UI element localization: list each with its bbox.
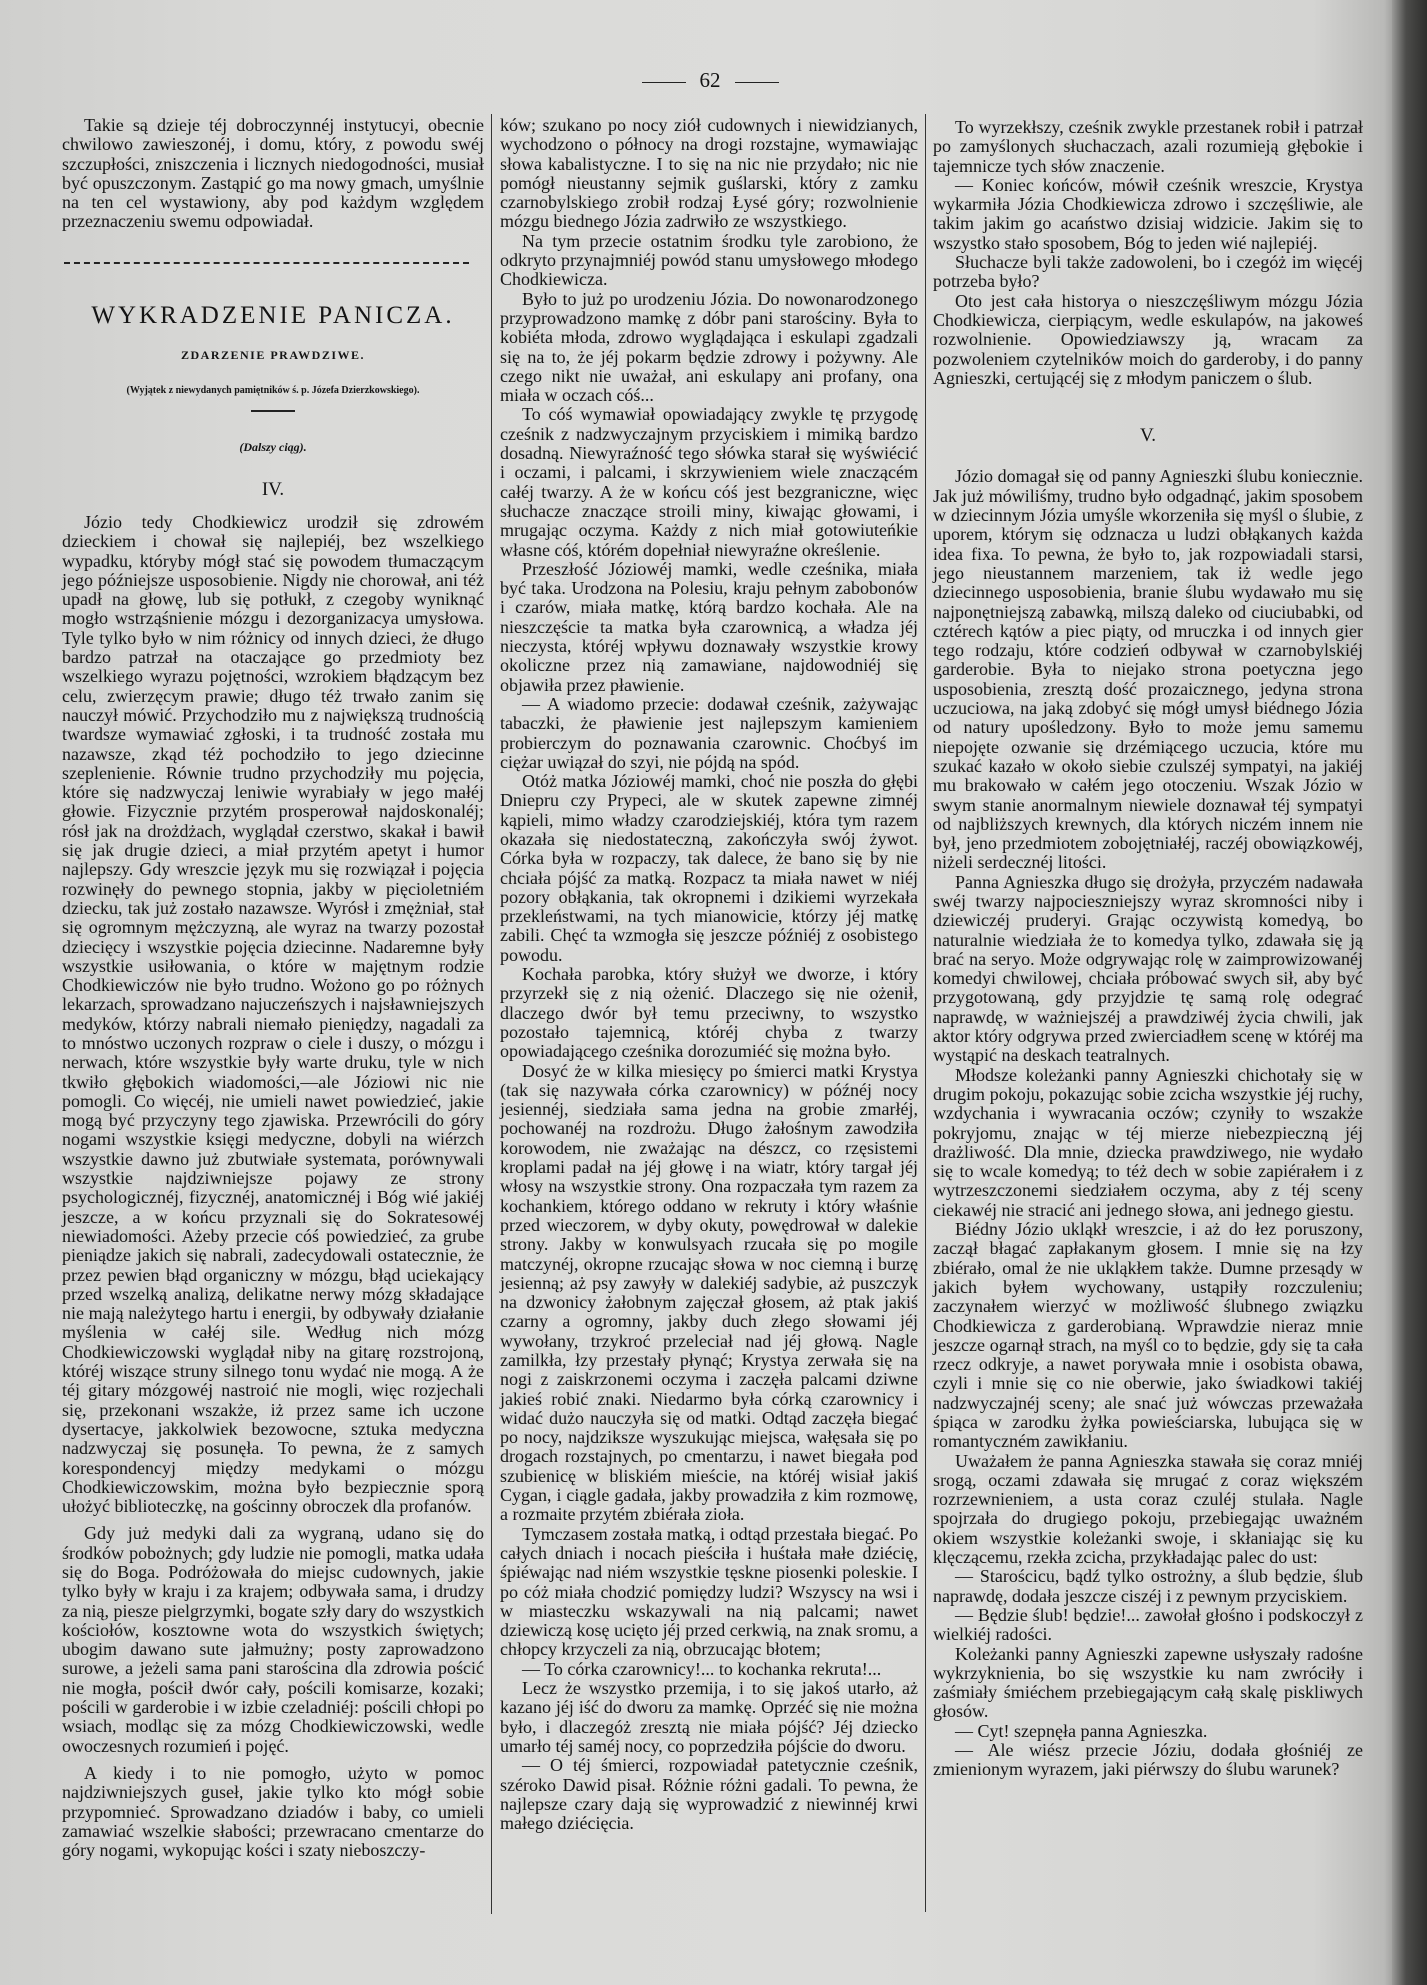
paragraph: Otóż matka Józiowéj mamki, choć nie poszła do głębi Dniepru czy Prypeci, ale w skutek zapewne zimnéj kąpieli, mimo władzy czarodziejskiéj, która tym razem okazała się niedostateczną, zakończyła swój żywot. Córka była w rozpaczy, tak dalece, że bano się by nie chciała pójść za matką. Rozpacz ta miała nawet w niéj pozory obłąkania, tak okropnemi i dzikiemi wyrzekała przekleństwami, na tych mianowicie, którzy jéj matkę zabili. Chęć ta wzmogła się jeszcze późniéj z osobistego powodu. [500,771,918,965]
article-subtitle: ZDARZENIE PRAWDZIWE. [180,347,366,362]
paragraph: Było to już po urodzeniu Józia. Do nowonarodzonego przyprowadzono mamkę z dóbr pani starościny. Była to kobiéta młoda, zdrowo wyglądająca i eskulapi zgadzali się na to, że jéj pokarm będzie zdrowy i pożywny. Ale czego nikt nie uważał, ani eskulapy ani profany, ona miała w oczach cóś... [500,288,918,406]
paragraph: Panna Agnieszka długo się drożyła, przyczém nadawała swéj twarzy najpocieszniejszy wyraz skromności niby i dziewiczéj pruderyi. Grając oczywistą komedyą, bo naturalnie wiedziała że to komedya tylko, zdawała się ją brać na seryo. Może odgrywając rolę w zaimprowizowanéj komedyi chwilowej, chciała próbować swych sił, aby być przygotowaną, gdy przyjdzie tę samą rolę odegrać naprawdę, w ważniejszéj a prawdziwéj życia chwili, jak aktor który odgrywa przed zwierciadłem scenę w któréj ma wystąpić na deskach teatralnych. [933,871,1363,1066]
paragraph: To cóś wymawiał opowiadający zwykle tę przygodę cześnik z nadzwyczajnym przyciskiem i mimiką bardzo dosadną. Niewyraźność tego słówka starał się wyświécić i oczami, i palcami, i skrzywieniem wiele znaczącém całéj twarzy. A że w końcu cóś jest bezgraniczne, więc słuchacze znaczące stroili miny, kiwając głowami, i mrugając oczyma. Każdy z nich miał gotowiuteńkie własne cóś, którém dopełniał niewyraźne określenie. [500,404,918,560]
intro-paragraph: Takie są dzieje téj dobroczynnéj instytucyi, obecnie chwilowo zawieszonéj, i domu, który, z powodu swéj szczupłości, zniszczenia i licznych niedogodności, musiał być opuszczonym. Zastąpić go ma nowy gmach, umyślnie na ten cel wystawiony, aby pod każdym względem przeznaczeniu swemu odpowiadał. [62,115,484,232]
paragraph: Józio domagał się od panny Agnieszki ślubu koniecznie. Jak już mówiliśmy, trudno było odgadnąć, jakim sposobem w dziecinnym Józia umyśle wkorzeniła się myśl o ślubie, z uporem, którym się odznacza u ludzi obłąkanych każda idea fixa. To pewna, że było to, jak rozpowiadali starsi, jego nieustannem marzeniem, tak iż wedle jego dziecinnego usposobienia, branie ślubu wydawało mu się najponętniejszą zabawką, milszą daleko od ciuciubabki, od cztérech kątów a piec piąty, od mruczka i od innych gier tego rodzaju, które codzień odbywał w czarnobylskiéj garderobie. Była to niejako strona poetyczna jego usposobienia, zresztą dość prozaicznego, jedyna strona uczuciowa, na jaką zdobyć się mógł umysł biédnego Józia od natury upośledzony. Było to może jemu samemu niepojęte ozwanie się drzémiącego uczucia, które mu szukać kazało w około siebie czulszéj sympatyi, na jakiéj mu brakowało w całém jego otoczeniu. Wszak Józio w swym stanie anormalnym niewiele doznawał téj sympatyi od najbliższych krewnych, dla których niczém innem nie był, jeno przedmiotem zobojętniałéj, raczéj obowiązkowéj, niżeli serdecznéj litości. [933,466,1363,873]
paragraph: Józio tedy Chodkiewicz urodził się zdrowém dzieckiem i chował się najlepiéj, bez wszelkiego wypadku, któryby mógł stać się powodem tłumaczącym jego późniejsze usposobienie. Nigdy nie chorował, ani téż upadł na głowę, lub się potłukł, z czegoby wyniknąć mogło wstrząśnienie mózgu i dezorganizacya umysłowa. Tyle tylko było w nim różnicy od innych dzieci, że długo bardzo patrzał na otaczające go przedmioty bez wszelkiego wyrazu pojętności, wzrokiem błądzącym bez celu, zwierzęcym prawie; długo téż trwało zanim się nauczył mówić. Przychodziło mu z największą trudnością twardsze wymawiać zgłoski, i ta trudność została mu nazawsze, zkąd téż pochodziło to jego dziecinne szeplenienie. Równie trudno przychodziły mu pojęcia, które się nadzwyczaj leniwie wyrabiały w jego małéj głowie. Fizycznie przytém prosperował najdoskonaléj; rósł jak na drożdżach, wyglądał czerstwo, skakał i bawił się jak drugie dzieci, a miał przytém apetyt i humor najlepszy. Gdy wreszcie język mu się rozwiązał i pojęcia rozwinęły do pewnego stopnia, jakby w pięcioletniém dziecku, tak już zostało nazawsze. Wyrósł i zmężniał, stał się ogromnym mężczyzną, ale wyraz na twarzy pozostał dziecięcy i wszystkie pojęcia dziecinne. Nadaremne były wszystkie usiłowania, o które w majętnym rodzie Chodkiewiczów nie było trudno. Wożono go po różnych lekarzach, sprowadzano najuczeńszych i najsławniejszych medyków, którzy nabrali niemało pieniędzy, nagadali za to mnóstwo uczonych rozpraw o ciele i duszy, o mózgu i nerwach, które wszystkie były warte druku, tyle w nich tkwiło głębokich wiadomości,—ale Józiowi nic nie pomogli. Co więcéj, nie umieli nawet powiedzieć, jakie mogą być przyczyny tego zjawiska. Przewrócili do góry nogami wszystkie księgi medyczne, dobyli na wiérzch wszystkie dawno już zbutwiałe systemata, porównywali wszystkie najdziwniejsze pojawy ze strony psychologicznéj, fizycznéj, anatomicznéj i Bóg wié jakiéj jeszcze, a w końcu przyznali się do Sokratesowéj niewiadomości. Ażeby przecie cóś powiedzieć, za grube pieniądze jakich się nabrali, zadecydowali ostatecznie, że przez pewien błąd organiczny w mózgu, błąd uciekający przed wszelką analizą, delikatne nerwy mózg składające nie mają należytego hartu i energii, by odbywały działanie myślenia w całéj sile. Według nich mózg Chodkiewiczowski wyglądał niby na gitarę rozstrojoną, któréj wiszące struny silnego tonu wydać nie mogą. A że téj gitary mózgowéj nastroić nie mogli, więc rozjechali się, przekonani wszakże, iż przez same ich uczone dysertacye, jakkolwiek bezowocne, sztuka medyczna nadzwyczaj się posunęła. To pewna, że z samych korespondencyj między medykami o mózgu Chodkiewiczowskim, można było bezpiecznie sporą ułożyć biblioteczkę, na gościnny obroczek dla profanów. [62,511,484,1517]
paragraph: — Ale wiész przecie Józiu, dodała głośniéj ze zmienionym wyrazem, jaki piérwszy do ślubu warunek? [933,1740,1363,1780]
short-divider [251,410,295,412]
paragraph: A kiedy i to nie pomogło, użyto w pomoc najdziwniejszych guseł, jakie tylko kto mógł sobie przypomnieć. Sprowadzano dziadów i baby, co umieli zamawiać wszelkie słabości; przewracano cmentarze do góry nogami, wykopując kości i szaty nieboszczy- [62,1762,484,1861]
page-number [610,68,810,93]
column-right [933,118,1363,1780]
paragraph: Lecz że wszystko przemija, i to się jakoś utarło, aż kazano jéj iść do dworu za mamkę. Oprzéć się nie można było, i dlaczegóż zresztą nie miała pójść? Jéj dziecko umarło téj saméj nocy, co poprzedziła pójście do dworu. [500,1678,918,1756]
paragraph: — O téj śmierci, rozpowiadał patetycznie cześnik, széroko Dawid pisał. Różnie różni gadali. To pewna, że najlepsze czary dają się wyprowadzić z niewinnéj krwi małego dziécięcia. [500,1755,918,1834]
paragraph: Tymczasem została matką, i odtąd przestała biegać. Po całych dniach i nocach pieściła i huśtała małe dziécię, śpiéwając nad niém wszystkie tęskne piosenki poleskie. I po cóż miała chodzić pomiędzy ludzi? Wszyscy na wsi i w miasteczku wskazywali na nią palcami; nawet dziewiczą kosę ucięto jéj przed cerkwią, na znak sromu, a chłopcy krzyczeli za nią, obrzucając błotem; [500,1523,918,1660]
continued-note: (Dalszy ciąg). [239,440,307,455]
chapter-heading-v: V. [1139,425,1157,447]
page-number-dash-left [642,82,686,83]
paragraph: Gdy już medyki dali za wygraną, udano się do środków pobożnych; gdy ludzie nie pomogli, matka udała się do Boga. Podróżowała do miejsc cudownych, jakie tylko były w kraju i za krajem; odbywała sama, i drudzy za nią, piesze pielgrzymki, bogate szły dary do wszystkich kościołów, kosztowne wota do wszystkich świętych; ubogim dawano sute jałmużny; posty zaprowadzono surowe, a jeżeli sama pani starościna dla zdrowia pościć nie mogła, pościł dwór cały, pościli komisarze, kozaki; pościli w garderobie i w izbie czeladniéj: pościli chłopi po wsiach, modląc się za mózg Chodkiewiczowski, wedle owoczesnych rozumień i pojęć. [62,1523,484,1756]
paragraph: To wyrzekłszy, cześnik zwykle przestanek robił i patrzał po zamyślonych słuchaczach, azali rozumieją głębokie i tajemnicze tych słów znaczenie. [933,117,1363,176]
section-divider [64,262,469,264]
paragraph: — A wiadomo przecie: dodawał cześnik, zażywając tabaczki, że pławienie jest najlepszym kamieniem probierczym do poznawania czarownic. Choćbyś im ciężar uwiązał do szyi, nie pójdą na spód. [500,693,918,772]
page-number-dash-right [735,82,779,83]
chapter-heading-iv: IV. [261,478,285,500]
paragraph: — Będzie ślub! będzie!... zawołał głośno i podskoczył z wielkiéj radości. [933,1604,1363,1645]
paragraph: — Cyt! szepnęła panna Agnieszka. [955,1720,1208,1741]
paragraph: Oto jest cała historya o nieszczęśliwym mózgu Józia Chodkiewicza, cierpiącym, wedle eskulapów, na jakoweś rozwolnienie. Opowiedziawszy ją, wracam za pozwoleniem czytelników moich do garderoby, i do panny Agnieszki, certującéj się z młodym paniczem o ślub. [933,290,1363,388]
paragraph: Uważałem że panna Agnieszka stawała się coraz mniéj srogą, oczami zdawała się mrugać z coraz większém rozrzewnieniem, a usta coraz czuléj stulała. Nagle spojrzała do drugiego pokoju, przebiegając uważném okiem wszystkie koleżanki swoje, i skłaniając się ku klęczącemu, rzekła zcicha, przykładając palec do ust: [933,1450,1363,1568]
page-number-text: 62 [699,68,721,92]
column-rule-right [925,114,926,1912]
article-source-note: (Wyjątek z niewydanych pamiętników ś. p. Józefa Dzierzkowskiego). [126,385,420,397]
paragraph: — Starościcu, bądź tylko ostrożny, a ślub będzie, ślub naprawdę, dodała jeszcze ciszéj i z pewnym przyciskiem. [933,1566,1363,1606]
paragraph: Dosyć że w kilka miesięcy po śmierci matki Krystya (tak się nazywała córka czarownicy) w późnéj nocy jesiennéj, siedziała sama jedna na grobie zmarłéj, pochowanéj na rozdrożu. Długo żałośnym zawodziła korowodem, nie zważając na dészcz, co rzęsistemi kroplami padał na jéj głowę i na wiatr, który targał jéj włosy na wszystkie strony. Ona rozpaczała tym razem za kochankiem, którego oddano w rekruty i który właśnie przed wieczorem, w dyby okuty, powędrował w dalekie strony. Jakby w konwulsyach rzucała się po mogile matczynéj, okropne rzucając słowa w noc ciemną i burzę jesienną; aż psy zawyły w dalekiéj sadybie, aż puszczyk na dzwonicy żałobnym zajęczał głosem, aż ptak jakiś czarny a ogromny, jakby duch złego słowami jéj wywołany, trzykroć przeleciał nad jéj głową. Nagle zamilkła, łzy przestały płynąć; Krystya zerwała się na nogi z zaiskrzonemi oczyma i zaczęła palcami dziwne jakieś robić znaki. Niedarmo była córką czarownicy i widać dużo nauczyła się od matki. Odtąd zaczęła biegać po nocy, najdziksze wyszukując miejsca, wałęsała się po drogach rozstajnych, po cmentarzu, i nawet biegała pod szubienicę w bliskiém mieście, na któréj wisiał jakiś Cygan, i ciągle gadała, jakby prowadziła z kim rozmowę, a rozmaite przytém zbiérała zioła. [500,1060,918,1525]
paragraph: Koleżanki panny Agnieszki zapewne usłyszały radośne wykrzyknienia, bo się wszystkie ku nam zwróciły i zaśmiały śmiéchem przebiegającym całą skalę piskliwych głosów. [933,1643,1363,1722]
paragraph: Słuchacze byli także zadowoleni, bo i czegóż im więcéj potrzeba było? [933,252,1363,292]
paragraph: Przeszłość Józiowéj mamki, wedle cześnika, miała być taka. Urodzona na Polesiu, kraju pełnym zabobonów i czarów, miała matkę, którą bardzo kochała. Ale na nieszczęście ta matka była czarownicą, a władza jéj nieczysta, któréj wpływu doznawały wszystkie krowy okoliczne przez nią zamawiane, najdowodniéj się objawiła przez pławienie. [500,558,918,695]
paragraph: Na tym przecie ostatnim środku tyle zarobiono, że odkryto przynajmniéj powód stanu umysłowego młodego Chodkiewicza. [500,230,918,290]
column-left [62,116,484,1860]
column-rule-left [491,114,492,1914]
adjacent-page-edge [1392,0,1427,1985]
column-middle [500,116,918,1833]
paragraph: — Koniec końców, mówił cześnik wreszcie, Krystya wykarmiła Józia Chodkiewicza zdrowo i szczęśliwie, ale takim jakim go acaństwo dzisiaj widzicie. Jakim się to wszystko stało sposobem, Bóg to jeden wié najlepiéj. [933,174,1363,253]
article-title: WYKRADZENIE PANICZA. [91,301,455,329]
paragraph: Młodsze koleżanki panny Agnieszki chichotały się w drugim pokoju, pokazując sobie zcicha wszystkie jéj ruchy, wzdychania i wywracania oczów; czyniły to wszakże pokryjomu, znając w téj mierze niebezpieczną jéj drażliwość. Dla mnie, dziecka prawdziwego, nie wydało się to wcale komedyą; to téż dech w sobie zapiérałem i z wytrzeszczonemi siedziałem oczyma, aby z téj sceny ciekawéj nie stracić ani jednego słowa, ani jednego giestu. [933,1064,1363,1220]
paragraph: Kochała parobka, który służył we dworze, i który przyrzekł się z nią ożenić. Dlaczego się nie ożenił, dlaczego dwór był temu przeciwny, to wszystko pozostało tajemnicą, któréj chyba z twarzy opowiadającego cześnika dorozumiéć się można było. [500,964,918,1062]
paragraph: — To córka czarownicy!... to kochanka rekruta!... [522,1658,882,1679]
paragraph: Biédny Józio ukląkł wreszcie, i aż do łez poruszony, zaczął błagać zapłakanym głosem. I mnie się na łzy zbiérało, omal że nie ukląkłem także. Dumne przesądy w jakich byłem wychowany, ustąpiły rozczuleniu; zaczynałem wierzyć w możliwość ślubnego związku Chodkiewicza z garderobianą. Wprawdzie nieraz mnie jeszcze ogarnął strach, na myśl co to będzie, gdy się ta cała rzecz odkryje, a nawet porywała mnie i osobista obawa, czyli i mnie się co nie oberwie, jako świadkowi takiéj nadzwyczajnéj sceny; ale snać już wówczas przeważała śpiąca w zarodku żyłka powieściarska, lubująca się w romantyczném zawikłaniu. [933,1219,1363,1452]
paragraph: ków; szukano po nocy ziół cudownych i niewidzianych, wychodzono o północy na drogi rozstajne, wymawiając słowa kabalistyczne. I to się na nic nie przydało; nic nie pomógł nieustanny sejmik guślarski, który z zamku czarnobylskiego zrobił rodzaj Łysé góry; rozwolnienie mózgu biednego Józia zadrwiło ze wszystkiego. [500,115,918,232]
